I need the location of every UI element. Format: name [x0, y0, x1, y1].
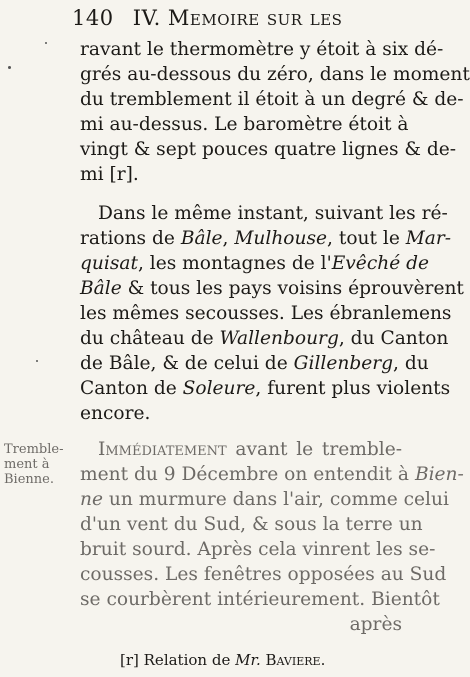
- ink-speck: [45, 42, 47, 44]
- text-line: [80, 376, 451, 401]
- place-name: Soleure: [182, 378, 256, 399]
- place-name: Bien-: [414, 464, 464, 485]
- page-number: 140: [72, 6, 114, 30]
- text-span: ,: [222, 228, 235, 249]
- text-line: [80, 251, 430, 276]
- text-line: [80, 487, 449, 512]
- place-name: quisat: [80, 253, 138, 274]
- text-line: ravant le thermomètre y étoit à six dé-: [80, 39, 444, 60]
- text-span: [r] Relation de: [120, 651, 236, 669]
- text-span: Mr.: [235, 651, 261, 669]
- text-span: encore.: [80, 403, 151, 424]
- text-line: du tremblement il étoit à un degré & de-: [80, 89, 464, 110]
- text-span: après: [349, 614, 402, 635]
- opening-word: Immédiatement: [98, 439, 227, 460]
- text-line: [80, 326, 449, 351]
- text-span: Canton de: [80, 378, 183, 399]
- text-line: [80, 401, 402, 426]
- ink-speck: [36, 360, 38, 362]
- text-span: , les montagnes de l': [137, 253, 332, 274]
- place-name: Bâle: [180, 228, 223, 249]
- text-span: , du: [393, 353, 429, 374]
- text-span: du château de: [80, 328, 220, 349]
- text-line: grés au-dessous du zéro, dans le moment: [80, 64, 470, 85]
- text-line: [80, 562, 447, 587]
- text-span: se courbèrent intérieurement. Bientôt: [80, 589, 440, 610]
- place-name: Gillenberg: [293, 353, 394, 374]
- marginal-note-line: Tremble-: [4, 442, 64, 457]
- text-line: [80, 437, 402, 462]
- text-line: mi au-dessus. Le baromètre étoit à: [80, 114, 409, 135]
- catchword: [80, 612, 402, 637]
- place-name: ne: [80, 489, 103, 510]
- text-span: , tout le: [327, 228, 406, 249]
- paragraph-bienne: [80, 437, 464, 637]
- place-name: Mar-: [405, 228, 452, 249]
- text-span: d'un vent du Sud, & sous la terre un: [80, 514, 423, 535]
- text-span: , furent plus violents: [255, 378, 451, 399]
- text-line: [80, 301, 452, 326]
- marginal-note-line: Bienne.: [4, 472, 54, 487]
- text-line: [80, 351, 429, 376]
- place-name: Bâle: [80, 278, 122, 299]
- text-line: [80, 276, 464, 301]
- place-name: Evêché de: [331, 253, 430, 274]
- text-line: [80, 537, 436, 562]
- paragraph-same-instant: [80, 201, 464, 426]
- footnote: [120, 651, 325, 669]
- text-span: avant le tremble-: [226, 439, 402, 460]
- text-line: [80, 462, 464, 487]
- text-span: rations de: [80, 228, 181, 249]
- text-span: & tous les pays voisins éprouvèrent: [121, 278, 464, 299]
- paragraph-thermometer: [80, 37, 470, 187]
- text-line: [80, 226, 452, 251]
- text-line: vingt & sept pouces quatre lignes & de-: [80, 139, 457, 160]
- text-span: un murmure dans l'air, comme celui: [102, 489, 449, 510]
- running-title: IV. Memoire sur les: [132, 6, 343, 30]
- text-span: ment du 9 Décembre on entendit à: [80, 464, 415, 485]
- text-span: de Bâle, & de celui de: [80, 353, 294, 374]
- text-span: bruit sourd. Après cela vinrent les se-: [80, 539, 436, 560]
- text-span: , du Canton: [338, 328, 449, 349]
- place-name: Mulhouse: [234, 228, 328, 249]
- text-line: [80, 512, 423, 537]
- author-name: Baviere.: [260, 651, 326, 669]
- marginal-note-line: ment à: [4, 457, 50, 472]
- text-line: mi [r].: [80, 164, 139, 185]
- running-header: [72, 6, 402, 30]
- text-line: [80, 587, 440, 612]
- place-name: Wallenbourg: [219, 328, 339, 349]
- marginal-note: [4, 442, 72, 487]
- text-span: Dans le même instant, suivant les ré-: [98, 203, 448, 224]
- text-line: [80, 201, 448, 226]
- text-span: cousses. Les fenêtres opposées au Sud: [80, 564, 447, 585]
- ink-speck: [8, 66, 11, 69]
- text-span: les mêmes secousses. Les ébranlemens: [80, 303, 452, 324]
